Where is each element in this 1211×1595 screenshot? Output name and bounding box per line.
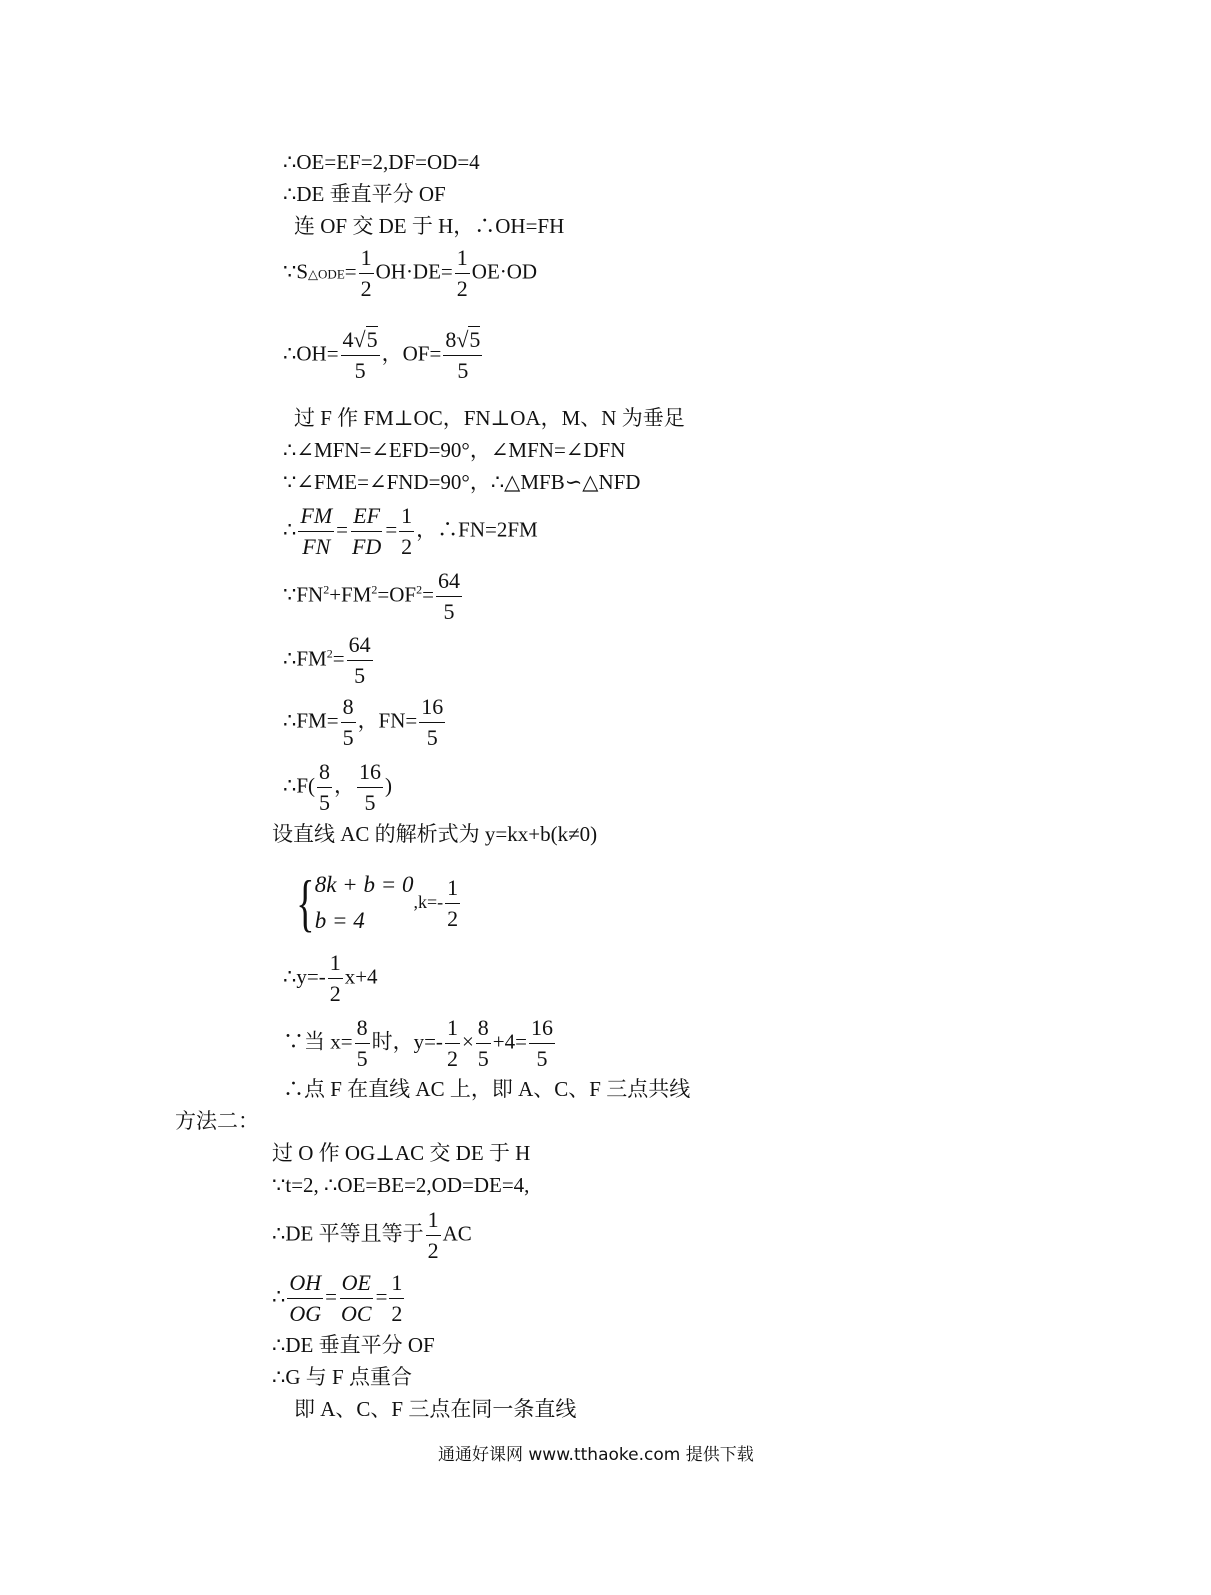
fraction: $\frac{OH}{OG}$: [289, 1270, 322, 1326]
sqrt-symbol: √: [456, 327, 469, 352]
fraction: $\frac{1}{2}$: [391, 1270, 403, 1326]
fraction: $\frac{1}{2}$: [446, 1015, 458, 1071]
fraction: $\frac{8√5}{5}$: [445, 327, 481, 383]
equation-system: 8k + b = 0 b = 4: [314, 872, 414, 933]
line-12: ∴FM= $\frac{8}{5}$ ，FN= $\frac{16}{5}$: [283, 692, 447, 753]
line-17: ∵当 x= $\frac{8}{5}$ 时，y=- $\frac{1}{2}$ × $\frac{8}{5}$ +4= $\frac{16}{5}$: [283, 1013, 557, 1074]
left-brace: {: [296, 867, 315, 938]
fraction: $\frac{8}{5}$: [342, 694, 354, 750]
fraction: $\frac{EF}{FD}$: [351, 503, 382, 559]
line-14: 设直线 AC 的解析式为 y=kx+b(k≠0): [272, 822, 598, 846]
fraction: $\frac{OE}{OC}$: [341, 1270, 372, 1326]
fraction: $\frac{1}{2}$: [427, 1207, 439, 1263]
line-24: ∴DE 垂直平分 OF: [272, 1333, 435, 1357]
line-15: { 8k + b = 0 b = 4 ,k=- $\frac{1}{2}$: [296, 867, 459, 938]
line-16: ∴y=- $\frac{1}{2}$ x+4: [283, 948, 378, 1009]
line-8: ∵∠FME=∠FND=90°，∴△MFB∽△NFD: [283, 470, 641, 494]
fraction: $\frac{8}{5}$: [319, 759, 331, 815]
line-13: ∴F( $\frac{8}{5}$ ， $\frac{16}{5}$ ): [283, 757, 392, 818]
line-10: $\because FN^2+FM^2=OF^2=$ $\frac{64}{5}$: [283, 566, 464, 627]
sqrt-symbol: √: [353, 327, 366, 352]
page-footer: 通通好课网 www.tthaoke.com 提供下载: [438, 1445, 754, 1465]
line-25: ∴G 与 F 点重合: [272, 1365, 412, 1389]
fraction: $\frac{16}{5}$: [421, 694, 444, 750]
section-heading-method-2: 方法二：: [175, 1109, 259, 1133]
line-1: ∴OE=EF=2,DF=OD=4: [283, 150, 480, 174]
fraction: $\frac{8}{5}$: [356, 1015, 368, 1071]
line-5: ∴OH= $\frac{4√5}{5}$ ，OF= $\frac{8√5}{5}$: [283, 325, 484, 386]
fraction: $\frac{1}{2}$: [360, 245, 372, 301]
line-18: ∴点 F 在直线 AC 上，即 A、C、F 三点共线: [283, 1077, 691, 1101]
fraction: $\frac{4√5}{5}$: [342, 327, 378, 383]
line-21: ∵t=2, ∴OE=BE=2,OD=DE=4,: [272, 1173, 530, 1197]
fraction: $\frac{64}{5}$: [437, 568, 460, 624]
line-6: 过 F 作 FM⊥OC，FN⊥OA，M、N 为垂足: [294, 406, 685, 430]
line-4: ∵S△ODE= $\frac{1}{2}$ OH·DE= $\frac{1}{2}$ OE·OD: [283, 243, 537, 304]
line-23: ∴ $\frac{OH}{OG}$ = $\frac{OE}{OC}$ = $\frac{1}{2}$: [272, 1268, 406, 1329]
fraction: $\frac{FM}{FN}$: [300, 503, 333, 559]
fraction: $\frac{1}{2}$: [329, 950, 341, 1006]
line-26: 即 A、C、F 三点在同一条直线: [294, 1397, 577, 1421]
line-3: 连 OF 交 DE 于 H，∴OH=FH: [294, 214, 565, 238]
fraction: $\frac{64}{5}$: [348, 632, 371, 688]
fraction: $\frac{1}{2}$: [401, 503, 413, 559]
line-20: 过 O 作 OG⊥AC 交 DE 于 H: [272, 1141, 531, 1165]
fraction: $\frac{1}{2}$: [456, 245, 468, 301]
fraction: $\frac{16}{5}$: [530, 1015, 553, 1071]
line-2: ∴DE 垂直平分 OF: [283, 182, 446, 206]
line-22: ∴DE 平等且等于 $\frac{1}{2}$ AC: [272, 1205, 472, 1266]
line-7: ∴∠MFN=∠EFD=90°，∠MFN=∠DFN: [283, 438, 626, 462]
fraction: $\frac{8}{5}$: [477, 1015, 489, 1071]
fraction: $\frac{1}{2}$: [447, 874, 459, 931]
line-11: $\therefore FM^2=$ $\frac{64}{5}$: [283, 630, 375, 691]
line-9: ∴ $\frac{FM}{FN}$ = $\frac{EF}{FD}$ = $\frac{1}{2}$ ，∴FN=2FM: [283, 501, 538, 562]
fraction: $\frac{16}{5}$: [359, 759, 382, 815]
